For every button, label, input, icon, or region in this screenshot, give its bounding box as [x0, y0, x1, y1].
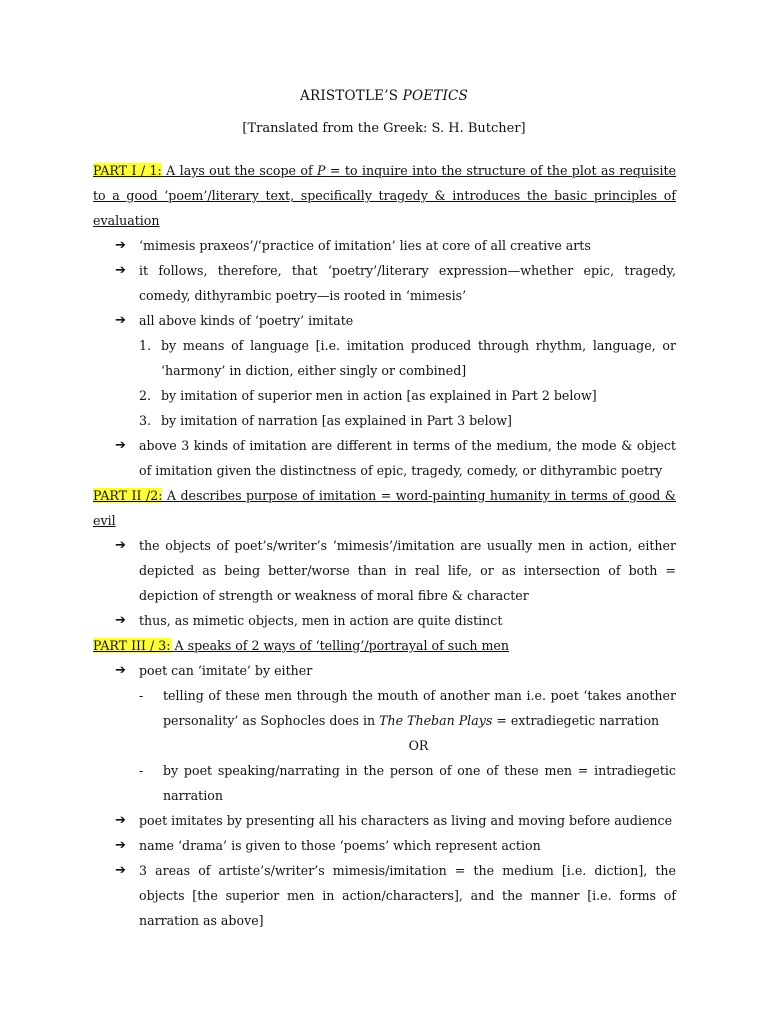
arrow-bullet-icon: ➔ [115, 438, 126, 453]
arrow-bullet-icon: ➔ [115, 538, 126, 553]
document-title [0, 86, 768, 106]
part-3-label: PART III / 3: [93, 638, 171, 653]
arrow-bullet-icon: ➔ [115, 313, 126, 328]
part-1-heading [93, 158, 676, 233]
or-separator: OR [408, 738, 429, 753]
part-3-bullet-1: ➔ poet can ‘imitate’ by either [93, 658, 676, 683]
arrow-bullet-icon: ➔ [115, 813, 126, 828]
arrow-bullet-icon: ➔ [115, 863, 126, 878]
part-2-heading [93, 483, 676, 533]
part-1-bullet-4: ➔ above 3 kinds of imitation are different in terms of the medium, the mode & object of imitation given the distinctness of epic, tragedy, comedy, or dithyrambic poetry [93, 433, 676, 483]
part-1-label: PART I / 1: [93, 163, 162, 178]
arrow-bullet-icon: ➔ [115, 263, 126, 278]
part-1-description: A lays out the scope of P = to inquire into the structure of the plot as requisite to a good ‘poem’/literary text, specifically tragedy & introduces the basic principles of evaluation [93, 163, 676, 228]
part-2-bullet-2: ➔ thus, as mimetic objects, men in action are quite distinct [93, 608, 676, 633]
part-3-heading [93, 633, 676, 658]
part-3-dash-1: - telling of these men through the mouth of another man i.e. poet ‘takes another personality’ as Sophocles does in The Theban Plays = extradiegetic narration [139, 688, 676, 728]
part-2-label: PART II /2: [93, 488, 163, 503]
part-1-bullet-2: ➔ it follows, therefore, that ‘poetry’/literary expression—whether epic, tragedy, comedy, dithyrambic poetry—is rooted in ‘mimesis’ [93, 258, 676, 308]
part-3-description: A speaks of 2 ways of ‘telling’/portrayal of such men [170, 638, 509, 653]
part-1-numbered-1: 1. by means of language [i.e. imitation produced through rhythm, language, or ‘harmony’ in diction, either singly or combined] [139, 338, 676, 378]
title-prefix: ARISTOTLE’S [300, 88, 399, 104]
arrow-bullet-icon: ➔ [115, 663, 126, 678]
arrow-bullet-icon: ➔ [115, 838, 126, 853]
part-3-dash-2: - by poet speaking/narrating in the person of one of these men = intradiegetic narration [139, 763, 676, 803]
document-subtitle: [Translated from the Greek: S. H. Butcher] [242, 121, 526, 136]
part-2-bullet-1: ➔ the objects of poet’s/writer’s ‘mimesis’/imitation are usually men in action, either depicted as being better/worse than in real life, or as intersection of both = depiction of strength or weakness of moral fibre & character [93, 533, 676, 608]
arrow-bullet-icon: ➔ [115, 613, 126, 628]
part-1-bullet-3: ➔ all above kinds of ‘poetry’ imitate [93, 308, 676, 333]
part-2-description: A describes purpose of imitation = word-painting humanity in terms of good & evil [93, 488, 676, 528]
part-1-numbered-3: 3. by imitation of narration [as explained in Part 3 below] [139, 413, 512, 428]
part-3-bullet-3: ➔ name ‘drama’ is given to those ‘poems’ which represent action [93, 833, 676, 858]
document-body [93, 158, 676, 933]
part-3-bullet-2: ➔ poet imitates by presenting all his characters as living and moving before audience [93, 808, 676, 833]
title-italic: POETICS [402, 88, 468, 104]
part-1-numbered-2: 2. by imitation of superior men in action [as explained in Part 2 below] [139, 388, 597, 403]
part-3-bullet-4: ➔ 3 areas of artiste’s/writer’s mimesis/imitation = the medium [i.e. diction], the objects [the superior men in action/characters], and the manner [i.e. forms of narration as above] [93, 858, 676, 933]
arrow-bullet-icon: ➔ [115, 238, 126, 253]
part-1-bullet-1: ➔ ‘mimesis praxeos’/‘practice of imitation’ lies at core of all creative arts [93, 233, 676, 258]
